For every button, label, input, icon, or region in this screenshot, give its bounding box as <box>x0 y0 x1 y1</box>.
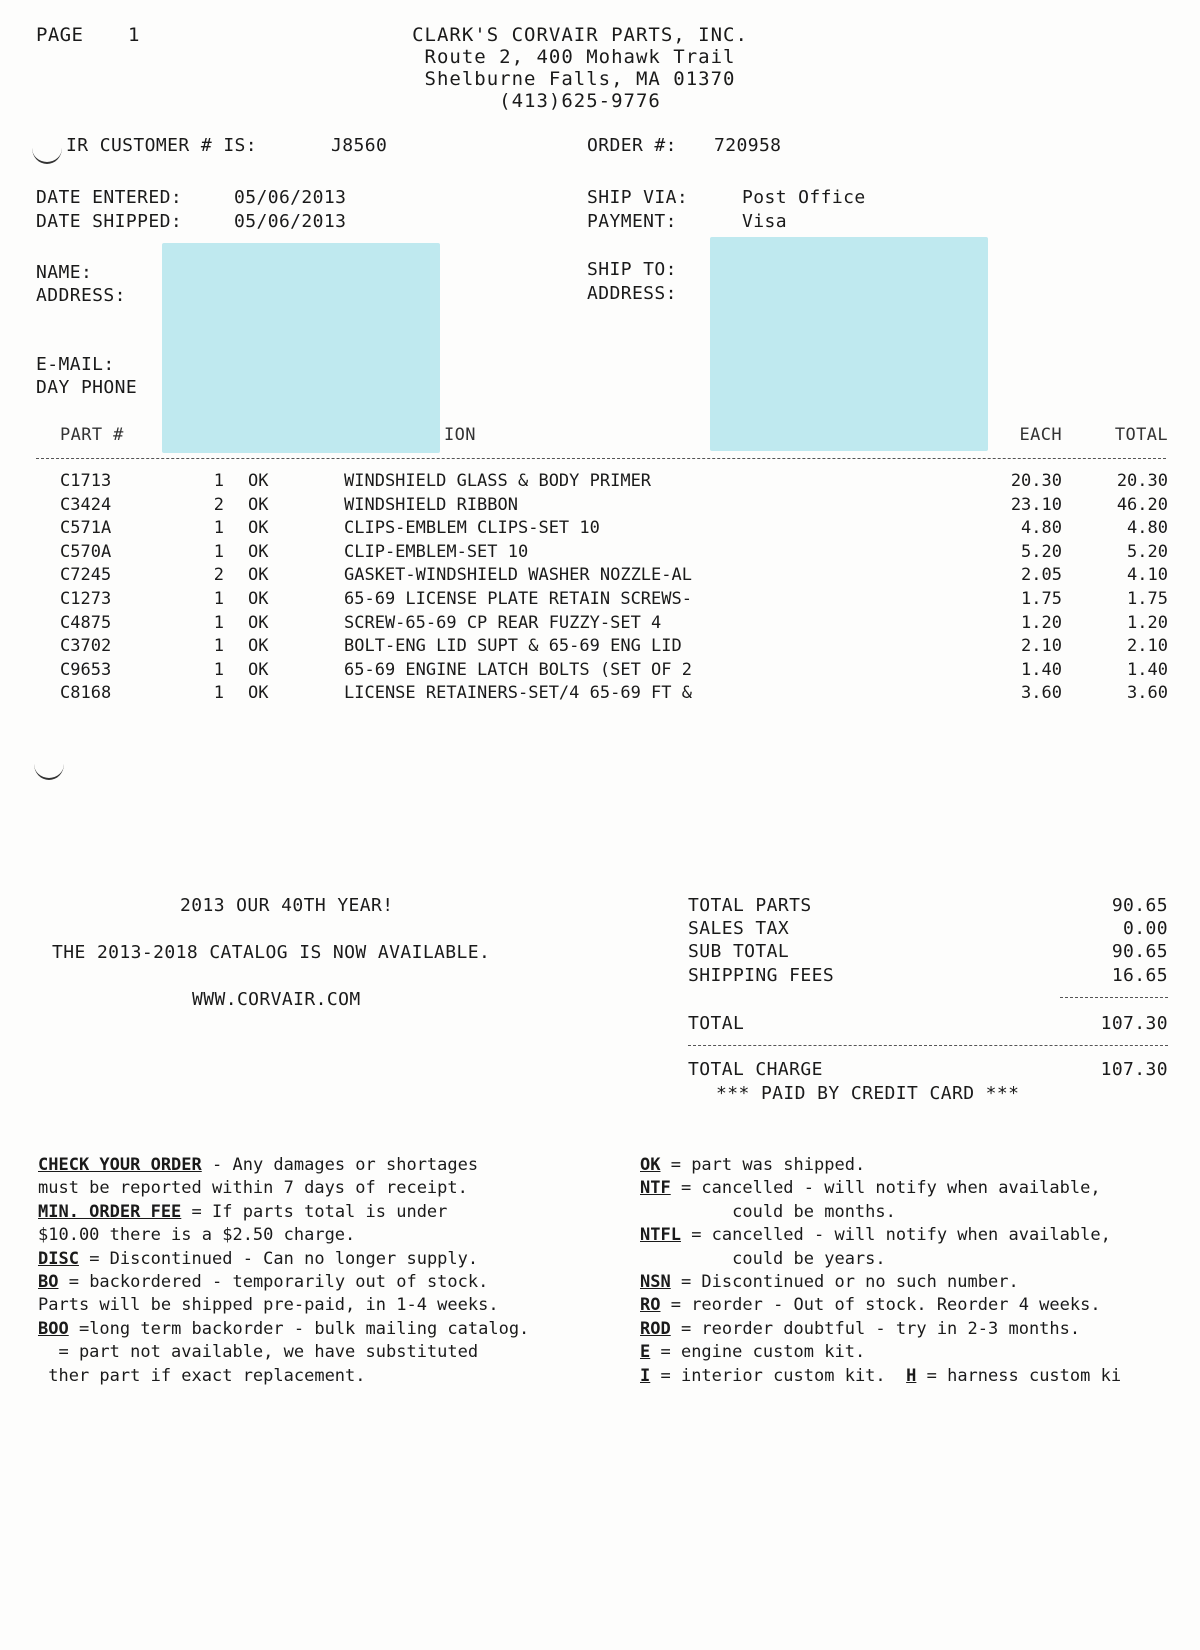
company-address-1: Route 2, 400 Mohawk Trail <box>424 46 736 68</box>
status-code: OK <box>248 636 269 657</box>
description: SCREW-65-69 CP REAR FUZZY-SET 4 <box>344 612 662 633</box>
legend-term: BOO <box>38 1318 69 1339</box>
redacted-ship-to-address <box>710 237 988 451</box>
column-header-description: ION <box>444 425 476 445</box>
description: 65-69 ENGINE LATCH BOLTS (SET OF 2 <box>344 659 692 680</box>
legend-text: = Discontinued or no such number. <box>670 1272 1019 1293</box>
legend-line <box>640 1341 1121 1364</box>
table-row <box>0 471 1200 494</box>
legend-line <box>640 1271 1121 1294</box>
name-label: NAME: <box>36 262 93 283</box>
payment-value: Visa <box>742 211 787 232</box>
legend-term: CHECK YOUR ORDER <box>38 1155 202 1175</box>
status-code: OK <box>248 494 269 515</box>
customer-number-value: J8560 <box>331 135 388 156</box>
legend-line <box>640 1154 1121 1177</box>
table-row <box>0 589 1200 612</box>
part-number: C571A <box>60 518 112 539</box>
email-label: E-MAIL: <box>36 354 115 375</box>
page-label: PAGE <box>36 24 84 46</box>
line-total: 4.80 <box>1127 518 1168 539</box>
ship-to-label: SHIP TO: <box>587 259 677 280</box>
status-code: OK <box>248 589 269 609</box>
legend-term: H <box>906 1365 917 1386</box>
punch-hole-mark <box>34 748 64 780</box>
total-parts-value: 90.65 <box>1111 895 1168 916</box>
part-number: C9653 <box>60 659 112 680</box>
part-number: C7245 <box>60 565 112 586</box>
line-total: 1.20 <box>1127 612 1168 633</box>
shipping-fees-value: 16.65 <box>1111 965 1168 986</box>
part-number: C3424 <box>60 494 112 515</box>
legend-line <box>38 1318 529 1341</box>
paid-note: *** PAID BY CREDIT CARD *** <box>716 1083 1020 1104</box>
status-code: OK <box>248 518 269 539</box>
sales-tax-value: 0.00 <box>1123 918 1168 939</box>
legend-line <box>640 1201 1121 1224</box>
description: 65-69 LICENSE PLATE RETAIN SCREWS- <box>344 589 692 609</box>
payment-label: PAYMENT: <box>587 211 677 232</box>
quantity: 1 <box>213 683 224 704</box>
total-label: TOTAL <box>688 1013 745 1034</box>
company-name: CLARK'S CORVAIR PARTS, INC. <box>412 24 748 46</box>
quantity: 1 <box>213 636 224 657</box>
quantity: 2 <box>213 565 224 586</box>
legend-text: = part was shipped. <box>660 1155 866 1175</box>
legend-line <box>38 1177 529 1200</box>
each-price: 2.05 <box>1021 565 1062 586</box>
ship-address-label: ADDRESS: <box>587 283 677 304</box>
table-row <box>0 683 1200 706</box>
legend-text: = If parts total is under <box>181 1201 448 1222</box>
total-charge-label: TOTAL CHARGE <box>688 1059 823 1080</box>
legend-text: = harness custom ki <box>916 1365 1122 1386</box>
customer-number-label: IR CUSTOMER # IS: <box>66 135 258 156</box>
legend-line <box>640 1318 1121 1341</box>
table-row <box>0 518 1200 541</box>
header-divider <box>36 458 1166 459</box>
legend-text: = cancelled - will notify when available, <box>680 1225 1111 1246</box>
part-number: C8168 <box>60 683 112 704</box>
company-address-2: Shelburne Falls, MA 01370 <box>424 68 736 90</box>
date-shipped-value: 05/06/2013 <box>234 211 347 232</box>
legend-term: ROD <box>640 1318 671 1339</box>
legend-line <box>38 1294 529 1317</box>
description: WINDSHIELD GLASS & BODY PRIMER <box>344 471 652 491</box>
sales-tax-label: SALES TAX <box>688 918 790 939</box>
table-row <box>0 565 1200 588</box>
legend-text: could be years. <box>640 1248 886 1269</box>
total-value: 107.30 <box>1100 1013 1168 1034</box>
legend-term: NTF <box>640 1178 671 1199</box>
description: GASKET-WINDSHIELD WASHER NOZZLE-AL <box>344 565 692 586</box>
legend-term: MIN. ORDER FEE <box>38 1201 182 1222</box>
line-total: 20.30 <box>1116 471 1168 491</box>
legend-text: = cancelled - will notify when available, <box>670 1178 1101 1199</box>
legend-text: = interior custom kit. <box>650 1365 907 1386</box>
quantity: 1 <box>213 541 224 562</box>
status-code: OK <box>248 541 269 562</box>
legend-line <box>640 1248 1121 1271</box>
each-price: 2.10 <box>1021 636 1062 657</box>
legend-text: could be months. <box>640 1201 896 1222</box>
promo-anniversary: 2013 OUR 40TH YEAR! <box>180 895 394 916</box>
description: CLIP-EMBLEM-SET 10 <box>344 541 529 562</box>
sub-total-value: 90.65 <box>1111 941 1168 962</box>
line-total: 1.40 <box>1127 659 1168 680</box>
company-phone: (413)625-9776 <box>499 90 661 112</box>
legend-term: I <box>640 1365 651 1386</box>
promo-catalog: THE 2013-2018 CATALOG IS NOW AVAILABLE. <box>52 942 491 963</box>
subtotal-divider <box>1060 997 1168 998</box>
line-total: 3.60 <box>1127 683 1168 704</box>
table-row <box>0 542 1200 565</box>
legend-line <box>640 1365 1121 1388</box>
status-code: OK <box>248 683 269 704</box>
each-price: 5.20 <box>1021 541 1062 562</box>
total-parts-label: TOTAL PARTS <box>688 895 812 916</box>
legend-line <box>38 1224 529 1247</box>
part-number: C3702 <box>60 636 112 657</box>
date-entered-value: 05/06/2013 <box>234 187 347 208</box>
total-charge-value: 107.30 <box>1100 1059 1168 1080</box>
legend-line <box>38 1201 529 1224</box>
legend-text: = reorder - Out of stock. Reorder 4 weeks. <box>660 1295 1101 1316</box>
quantity: 1 <box>213 471 224 491</box>
legend-text: $10.00 there is a $2.50 charge. <box>38 1225 356 1246</box>
part-number: C4875 <box>60 612 112 633</box>
status-code: OK <box>248 471 269 491</box>
column-header-total: TOTAL <box>1114 425 1168 445</box>
legend-text: - Any damages or shortages <box>201 1155 479 1175</box>
punch-hole-mark <box>32 132 62 164</box>
line-total: 1.75 <box>1127 589 1168 609</box>
legend-term: NSN <box>640 1272 671 1293</box>
legend-term: OK <box>640 1155 661 1175</box>
legend-term: NTFL <box>640 1225 681 1246</box>
table-row <box>0 660 1200 683</box>
date-entered-label: DATE ENTERED: <box>36 187 183 208</box>
each-price: 1.40 <box>1021 659 1062 680</box>
quantity: 1 <box>213 589 224 609</box>
legend-term: DISC <box>38 1248 79 1269</box>
quantity: 1 <box>213 518 224 539</box>
line-total: 46.20 <box>1116 494 1168 515</box>
legend-line <box>38 1365 529 1388</box>
column-header-part: PART # <box>60 425 124 445</box>
status-code: OK <box>248 659 269 680</box>
line-total: 5.20 <box>1127 541 1168 562</box>
description: BOLT-ENG LID SUPT & 65-69 ENG LID <box>344 636 682 657</box>
quantity: 2 <box>213 494 224 515</box>
legend-line <box>38 1271 529 1294</box>
legend-right <box>640 1154 1121 1388</box>
legend-term: RO <box>640 1295 661 1316</box>
legend-line <box>640 1294 1121 1317</box>
legend-text: ther part if exact replacement. <box>38 1365 366 1386</box>
part-number: C1273 <box>60 589 112 609</box>
each-price: 23.10 <box>1010 494 1062 515</box>
legend-text: must be reported within 7 days of receipt. <box>38 1178 468 1199</box>
legend-text: = reorder doubtful - try in 2-3 months. <box>670 1318 1081 1339</box>
day-phone-label: DAY PHONE <box>36 377 138 398</box>
description: CLIPS-EMBLEM CLIPS-SET 10 <box>344 518 600 539</box>
redacted-customer-address <box>162 243 440 453</box>
legend-text: =long term backorder - bulk mailing catalog. <box>68 1318 530 1339</box>
order-number-label: ORDER #: <box>587 135 677 156</box>
column-header-each: EACH <box>1019 425 1062 445</box>
ship-via-label: SHIP VIA: <box>587 187 689 208</box>
promo-website: WWW.CORVAIR.COM <box>192 989 361 1010</box>
line-total: 2.10 <box>1127 636 1168 657</box>
legend-line <box>38 1154 529 1177</box>
table-row <box>0 495 1200 518</box>
legend-text: Parts will be shipped pre-paid, in 1-4 weeks. <box>38 1295 499 1316</box>
each-price: 1.75 <box>1021 589 1062 609</box>
legend-text: = part not available, we have substituted <box>38 1342 479 1363</box>
each-price: 1.20 <box>1021 612 1062 633</box>
status-code: OK <box>248 565 269 586</box>
legend-left <box>38 1154 529 1388</box>
quantity: 1 <box>213 659 224 680</box>
legend-line <box>38 1341 529 1364</box>
table-row <box>0 613 1200 636</box>
sub-total-label: SUB TOTAL <box>688 941 790 962</box>
legend-term: E <box>640 1342 651 1363</box>
legend-text: = backordered - temporarily out of stock. <box>58 1272 489 1293</box>
legend-line <box>640 1224 1121 1247</box>
status-code: OK <box>248 612 269 633</box>
legend-term: BO <box>38 1272 59 1293</box>
quantity: 1 <box>213 612 224 633</box>
shipping-fees-label: SHIPPING FEES <box>688 965 835 986</box>
legend-line <box>38 1248 529 1271</box>
part-number: C570A <box>60 541 112 562</box>
legend-text: = Discontinued - Can no longer supply. <box>78 1248 479 1269</box>
description: LICENSE RETAINERS-SET/4 65-69 FT & <box>344 683 692 704</box>
address-label: ADDRESS: <box>36 285 126 306</box>
part-number: C1713 <box>60 471 112 491</box>
each-price: 4.80 <box>1021 518 1062 539</box>
page-number: 1 <box>128 24 140 46</box>
order-number-value: 720958 <box>714 135 782 156</box>
date-shipped-label: DATE SHIPPED: <box>36 211 183 232</box>
ship-via-value: Post Office <box>742 187 866 208</box>
each-price: 3.60 <box>1021 683 1062 704</box>
each-price: 20.30 <box>1010 471 1062 491</box>
description: WINDSHIELD RIBBON <box>344 494 518 515</box>
legend-line <box>640 1177 1121 1200</box>
table-row <box>0 636 1200 659</box>
total-divider <box>688 1045 1168 1046</box>
legend-text: = engine custom kit. <box>650 1342 866 1363</box>
line-total: 4.10 <box>1127 565 1168 586</box>
